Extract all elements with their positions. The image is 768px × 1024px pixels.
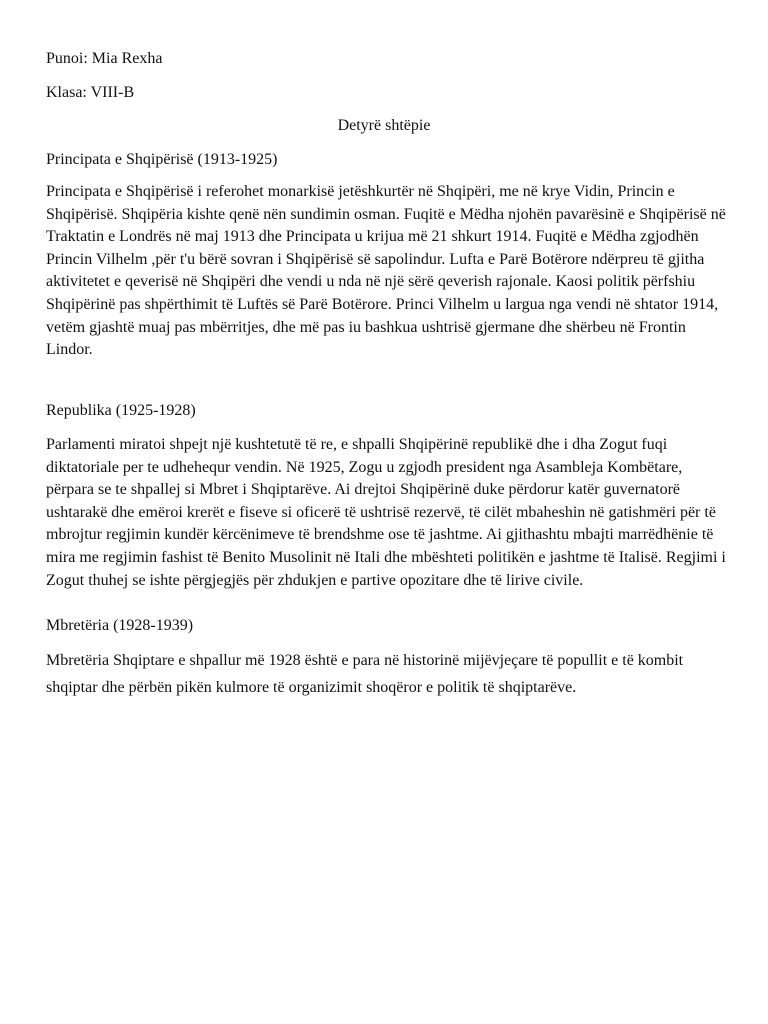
class-line: Klasa: VIII-B bbox=[46, 84, 135, 101]
assignment-title: Detyrë shtëpie bbox=[337, 117, 431, 134]
section-heading-principata: Principata e Shqipërisë (1913-1925) bbox=[46, 151, 278, 168]
section-paragraph-republika: Parlamenti miratoi shpejt një kushtetutë të re, e shpalli Shqipërinë republikë dhe i dha Zogut fuqi diktatoriale per te udhehequr vendin. Në 1925, Zogu u zgjodh president nga Asambleja Kombëtare, përpara se te shpallej si Mbret i Shqiptarëve. Ai drejtoi Shqipërinë duke përdorur katër guvernatorë ushtarakë dhe emëroi krerët e fiseve si oficerë të ushtrisë rezervë, të cilët mbaheshin në gatishmëri për të mbrojtur regjimin kundër kërcënimeve të brendshme ose të jashtme. Ai gjithashtu mbajti marrëdhënie të mira me regjimin fashist të Benito Musolinit në Itali dhe mbështeti politikën e jashtme të Italisë. Regjimi i Zogut thuhej se ishte përgjegjës për zhdukjen e partive opozitare dhe të lirive civile. bbox=[46, 436, 726, 589]
section-paragraph-mbreteria: Mbretëria Shqiptare e shpallur më 1928 është e para në historinë mijëvjeçare të popullit e të kombit shqiptar dhe përbën pikën kulmore të organizimit shoqëror e politik të shqiptarëve. bbox=[46, 652, 684, 696]
section-heading-mbreteria: Mbretëria (1928-1939) bbox=[46, 617, 194, 634]
section-paragraph-principata: Principata e Shqipërisë i referohet monarkisë jetëshkurtër në Shqipëri, me në krye Vidin, Princin e Shqipërisë. Shqipëria kishte qenë nën sundimin osman. Fuqitë e Mëdha njohën pavarësinë e Shqipërisë në Traktatin e Londrës në maj 1913 dhe Principata u krijua më 21 shkurt 1914. Fuqitë e Mëdha zgjodhën Princin Vilhelm ,për t'u bërë sovran i Shqipërisë së sapolindur. Lufta e Parë Botërore ndërpreu të gjitha aktivitetet e qeverisë në Shqipëri dhe vendi u nda në një sërë qeverish rajonale. Kaosi politik përfshiu Shqipërinë pas shpërthimit të Luftës së Parë Botërore. Princi Vilhelm u largua nga vendi në shtator 1914, vetëm gjashtë muaj pas mbërritjes, dhe më pas iu bashkua ushtrisë gjermane dhe shërbeu në Frontin Lindor. bbox=[46, 183, 726, 359]
author-line: Punoi: Mia Rexha bbox=[46, 50, 163, 67]
section-heading-republika: Republika (1925-1928) bbox=[46, 402, 196, 419]
